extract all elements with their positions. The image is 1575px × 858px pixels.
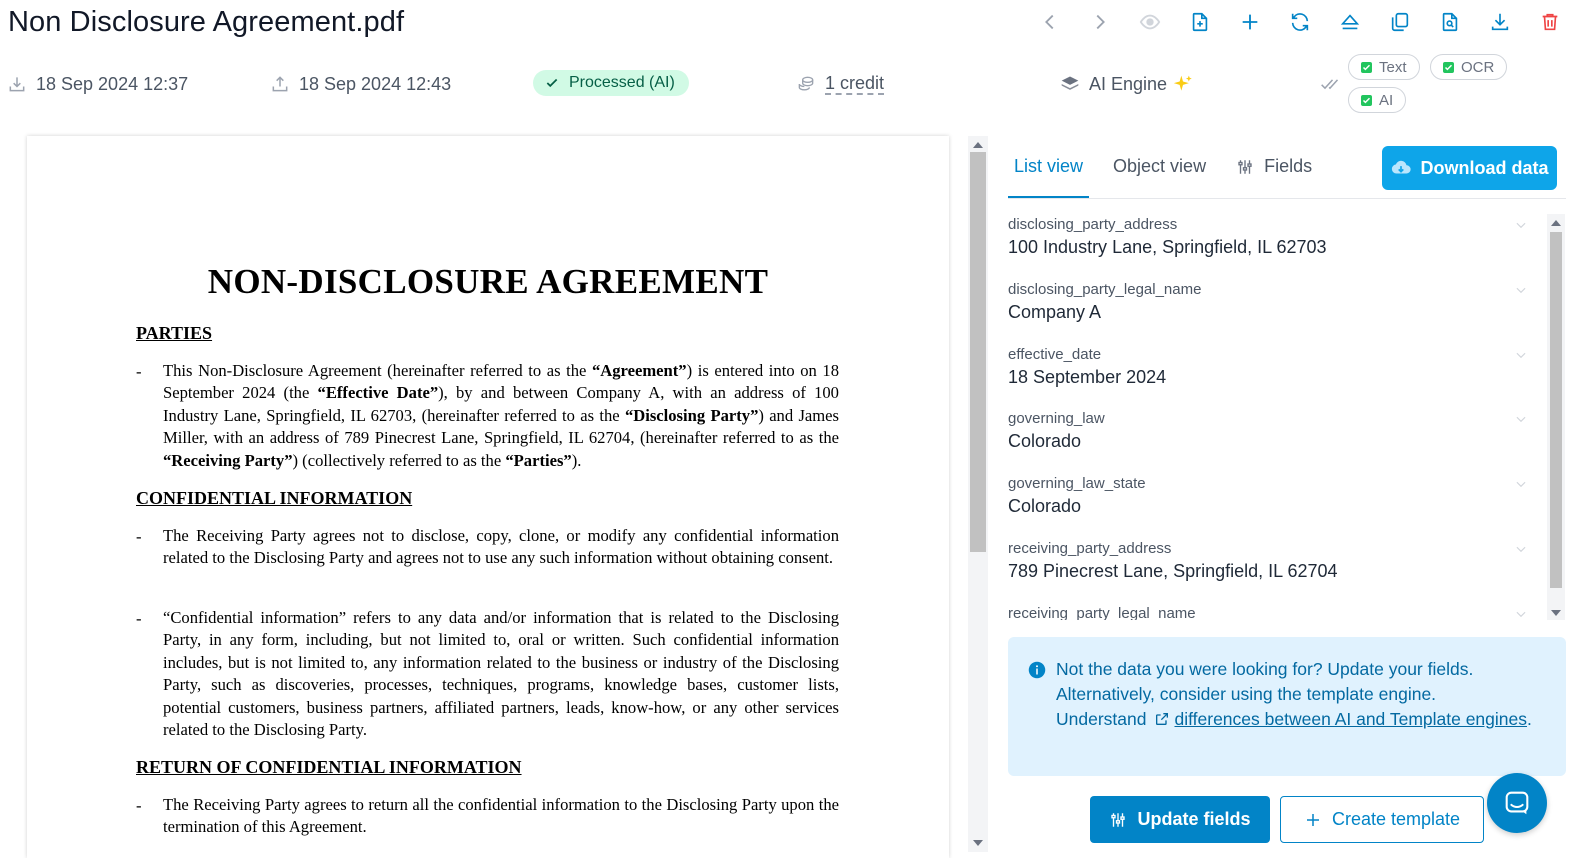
- copy-icon: [1389, 11, 1411, 33]
- info-period: .: [1527, 709, 1532, 729]
- check-icon: [545, 76, 559, 90]
- tab-fields-label: Fields: [1264, 156, 1313, 176]
- document-page: [27, 136, 949, 858]
- extraction-ocr-label: OCR: [1461, 58, 1495, 76]
- section-heading-return: RETURN OF CONFIDENTIAL INFORMATION: [136, 757, 522, 777]
- field-value: 18 September 2024: [1008, 366, 1167, 387]
- download-icon: [1489, 11, 1511, 33]
- uploaded-date-text: 18 Sep 2024 12:37: [36, 73, 189, 94]
- field-key: effective_date: [1008, 345, 1102, 363]
- credit-info[interactable]: [796, 70, 884, 98]
- list-item[interactable]: [1008, 473, 1548, 538]
- chevron-down-icon[interactable]: [1514, 607, 1528, 620]
- checkbox-checked-icon: [1443, 62, 1454, 73]
- uploaded-date: [7, 70, 188, 98]
- bullet-dash: -: [136, 796, 142, 815]
- chevron-down-icon[interactable]: [1514, 283, 1528, 297]
- info-line-1: Not the data you were looking for? Update your fields.: [1056, 659, 1474, 679]
- tab-fields[interactable]: [1230, 146, 1318, 198]
- update-fields-button[interactable]: [1090, 796, 1270, 843]
- field-key: governing_law: [1008, 410, 1105, 428]
- bullet-dash: -: [136, 527, 142, 546]
- engine-label: AI Engine: [1089, 73, 1168, 94]
- sliders-icon: [1236, 158, 1254, 176]
- processed-tray-icon: [270, 74, 290, 94]
- create-template-label: Create template: [1331, 809, 1461, 829]
- status-badge-label: Processed (AI): [569, 74, 675, 91]
- checkbox-checked-icon: [1361, 95, 1372, 106]
- eject-icon: [1339, 11, 1361, 33]
- list-item[interactable]: [1008, 214, 1548, 279]
- list-item[interactable]: [1008, 408, 1548, 473]
- document-scrollbar[interactable]: [968, 136, 988, 852]
- toolbar: [1025, 6, 1575, 38]
- plus-icon: [1304, 811, 1322, 829]
- fields-scrollbar[interactable]: [1547, 214, 1565, 620]
- chevron-down-icon[interactable]: [1514, 348, 1528, 362]
- engines-doc-link[interactable]: differences between AI and Template engines: [1174, 709, 1528, 729]
- field-key: receiving_party_address: [1008, 539, 1172, 557]
- field-key: governing_law_state: [1008, 475, 1146, 493]
- chevron-down-icon[interactable]: [1514, 412, 1528, 426]
- credit-text: 1 credit: [825, 73, 885, 93]
- field-key: disclosing_party_legal_name: [1008, 280, 1202, 298]
- document-paragraph: This Non-Disclosure Agreement (hereinafter referred to as the “Agreement”) is entered into on 18 September 2024 (the “Effective Date”), by and between Company A, with an address of 100 Industry Lane, Springfield, IL 62703, (hereinafter referred to as the “Disclosing Party”) and James Miller, with an address of 789 Pinecrest Lane, Springfield, IL 62704, (hereinafter referred to as the “Receiving Party”) (collectively referred to as the “Parties”).: [163, 361, 840, 470]
- download-data-button[interactable]: [1382, 146, 1557, 190]
- download-data-label: Download data: [1420, 157, 1549, 178]
- fields-scrollbar-thumb[interactable]: [1550, 232, 1562, 588]
- field-value: Colorado: [1008, 496, 1082, 517]
- extraction-ai-pill[interactable]: [1348, 87, 1406, 113]
- field-value: 789 Pinecrest Lane, Springfield, IL 62704: [1008, 560, 1338, 581]
- chevron-right-icon: [1089, 11, 1111, 33]
- extraction-text-pill[interactable]: [1348, 54, 1420, 80]
- copy-button[interactable]: [1375, 6, 1425, 38]
- field-value: Colorado: [1008, 431, 1082, 452]
- document-paragraph: The Receiving Party agrees not to disclose, copy, clone, or modify any confidential information related to the Disclosing Party and agrees not to use any such information without obtaining consent.: [163, 526, 839, 568]
- document-heading: NON-DISCLOSURE AGREEMENT: [207, 262, 769, 301]
- scroll-down-arrow-icon[interactable]: [1551, 610, 1561, 616]
- processed-date-text: 18 Sep 2024 12:43: [299, 73, 452, 94]
- tab-list-view[interactable]: [1008, 146, 1089, 198]
- tabs-divider: [1008, 198, 1566, 199]
- chevron-left-icon: [1039, 11, 1061, 33]
- extraction-ai-label: AI: [1379, 91, 1394, 109]
- bullet-dash: -: [136, 609, 142, 628]
- preview-button[interactable]: [1125, 6, 1175, 38]
- download-button[interactable]: [1475, 6, 1525, 38]
- refresh-icon: [1289, 11, 1311, 33]
- checkbox-checked-icon: [1361, 62, 1372, 73]
- chevron-down-icon[interactable]: [1514, 542, 1528, 556]
- external-link-icon: [1154, 711, 1170, 727]
- field-value: Company A: [1008, 301, 1102, 322]
- extraction-ocr-pill[interactable]: [1430, 54, 1507, 80]
- status-badge: [533, 70, 689, 96]
- update-fields-label: Update fields: [1137, 809, 1251, 829]
- field-value: 100 Industry Lane, Springfield, IL 62703: [1008, 237, 1327, 257]
- chevron-down-icon[interactable]: [1514, 218, 1528, 232]
- processed-date: [270, 70, 451, 98]
- document-paragraph: The Receiving Party agrees to return all the confidential information to the Disclosing Party upon the termination of this Agreement.: [163, 795, 839, 837]
- tab-object-view-label: Object view: [1113, 156, 1207, 176]
- create-template-button[interactable]: [1280, 796, 1484, 843]
- bullet-dash: -: [136, 362, 142, 381]
- reprocess-button[interactable]: [1275, 6, 1325, 38]
- coins-icon: [796, 74, 816, 94]
- list-item[interactable]: [1008, 279, 1548, 344]
- chat-widget-button[interactable]: [1487, 773, 1547, 833]
- list-item[interactable]: [1008, 538, 1548, 603]
- add-button[interactable]: [1225, 6, 1275, 38]
- document-scrollbar-thumb[interactable]: [970, 152, 986, 552]
- extraction-text-label: Text: [1379, 58, 1407, 76]
- plus-icon: [1239, 11, 1261, 33]
- file-search-icon: [1439, 11, 1461, 33]
- info-understand: Understand: [1056, 709, 1147, 729]
- info-line-3: [1056, 707, 1546, 732]
- section-heading-confidential: CONFIDENTIAL INFORMATION: [136, 488, 413, 508]
- previous-button[interactable]: [1025, 6, 1075, 38]
- layers-icon: [1060, 74, 1080, 94]
- fields-list: [1008, 214, 1548, 620]
- trash-icon: [1539, 11, 1561, 33]
- upload-tray-icon: [7, 74, 27, 94]
- delete-button[interactable]: [1525, 6, 1575, 38]
- info-callout: [1008, 637, 1566, 776]
- tab-list-view-label: List view: [1014, 156, 1084, 176]
- document-title: Non Disclosure Agreement.pdf: [8, 6, 405, 38]
- inspect-file-button[interactable]: [1425, 6, 1475, 38]
- double-check-icon: [1320, 74, 1340, 94]
- sliders-icon: [1109, 811, 1127, 829]
- chevron-down-icon[interactable]: [1514, 477, 1528, 491]
- list-item[interactable]: [1008, 344, 1548, 409]
- scroll-up-arrow-icon[interactable]: [1551, 220, 1561, 226]
- engine-info: [1060, 70, 1193, 98]
- field-key: receiving_party_legal_name: [1008, 604, 1196, 620]
- eye-icon: [1139, 11, 1161, 33]
- info-line-2: Alternatively, consider using the template engine.: [1056, 684, 1437, 704]
- sparkle-icon: [1173, 74, 1193, 94]
- field-key: disclosing_party_address: [1008, 216, 1178, 233]
- list-item[interactable]: [1008, 603, 1548, 620]
- info-icon: [1028, 661, 1046, 679]
- document-paragraph: “Confidential information” refers to any data and/or information that is related to the Disclosing Party, in any form, including, but not limited to, oral or written. Such confidential information includes, but is not limited to, any information related to the business or industry of the Disclosing Party, such as discoveries, processes, techniques, programs, knowledge bases, customer lists, potential customers, business partners, affiliated partners, leads, know-how, or any other services related to the Disclosing Party.: [163, 608, 839, 740]
- chat-icon: [1502, 788, 1532, 818]
- section-heading-parties: PARTIES: [136, 323, 213, 343]
- tab-object-view[interactable]: [1107, 146, 1212, 198]
- panel-tabs: [1008, 146, 1336, 198]
- scroll-up-arrow-icon[interactable]: [973, 142, 983, 148]
- file-plus-icon: [1189, 11, 1211, 33]
- scroll-down-arrow-icon[interactable]: [973, 840, 983, 846]
- add-file-button[interactable]: [1175, 6, 1225, 38]
- cloud-download-icon: [1390, 157, 1412, 179]
- next-button[interactable]: [1075, 6, 1125, 38]
- eject-button[interactable]: [1325, 6, 1375, 38]
